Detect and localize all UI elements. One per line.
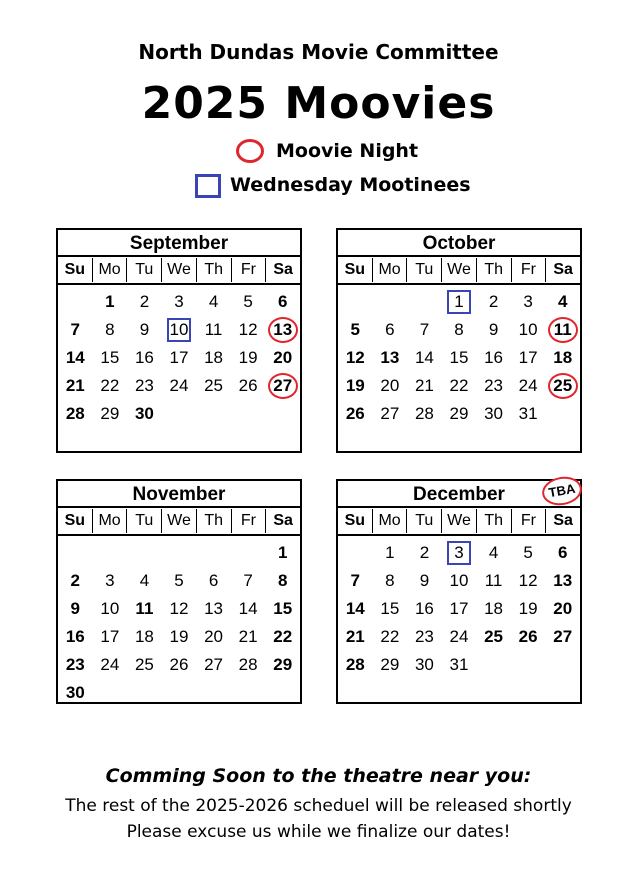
day-cell: 29 (449, 404, 469, 423)
apology-note: Please excuse us while we finalize our dates! (126, 822, 511, 842)
weekday-label: Fr (512, 509, 547, 533)
days-grid (338, 536, 580, 679)
empty-day-cell (338, 539, 373, 567)
day-cell: 17 (169, 348, 189, 367)
day-cell: 8 (454, 320, 464, 339)
day-cell: 28 (65, 404, 85, 423)
day-cell: 5 (523, 543, 533, 562)
calendar-october (336, 228, 582, 453)
day-cell: 8 (105, 320, 115, 339)
day-cell: 30 (484, 404, 504, 423)
day-cell: 27 (204, 655, 224, 674)
day-cell: 24 (518, 376, 538, 395)
day-cell: 25 (204, 376, 224, 395)
day-cell: 19 (238, 348, 258, 367)
weekday-header (58, 257, 300, 285)
day-cell: 22 (449, 376, 469, 395)
day-cell: 17 (100, 627, 120, 646)
weekday-label: Su (338, 509, 373, 533)
day-cell: 7 (70, 320, 81, 339)
day-cell: 15 (100, 348, 120, 367)
day-cell: 16 (414, 599, 434, 618)
empty-day-cell (338, 288, 373, 316)
day-cell: 14 (238, 599, 258, 618)
day-cell: 19 (518, 599, 538, 618)
weekday-label: Tu (127, 509, 162, 533)
day-cell: 25 (134, 655, 154, 674)
day-cell: 9 (70, 599, 81, 618)
weekday-label: Th (197, 258, 232, 282)
day-cell: 9 (419, 571, 430, 590)
day-cell: 18 (553, 348, 573, 367)
day-cell: 12 (345, 348, 365, 367)
day-cell: 26 (518, 627, 538, 646)
empty-day-cell (127, 539, 162, 567)
day-cell: 4 (557, 292, 568, 311)
day-cell: 20 (380, 376, 400, 395)
day-cell: 16 (65, 627, 85, 646)
day-cell: 20 (204, 627, 224, 646)
day-cell: 28 (414, 404, 434, 423)
day-cell: 18 (204, 348, 224, 367)
day-cell: 16 (484, 348, 504, 367)
day-cell: 6 (385, 320, 395, 339)
day-cell: 6 (277, 292, 288, 311)
day-cell: 3 (105, 571, 115, 590)
wednesday-mootinee-day: 3 (442, 539, 477, 567)
day-cell: 23 (484, 376, 504, 395)
day-cell: 18 (134, 627, 154, 646)
day-cell: 7 (419, 320, 430, 339)
weekday-label: Su (58, 509, 93, 533)
wednesday-legend-square-icon (195, 174, 221, 198)
weekday-label: Th (477, 509, 512, 533)
day-cell: 19 (345, 376, 365, 395)
empty-day-cell (58, 539, 93, 567)
weekday-label: Fr (512, 258, 547, 282)
day-cell: 21 (65, 376, 85, 395)
weekday-label: Sa (273, 261, 293, 278)
weekday-label: Th (197, 509, 232, 533)
day-cell: 28 (238, 655, 258, 674)
day-cell: 3 (523, 292, 533, 311)
weekday-label: Tu (127, 258, 162, 282)
day-cell: 6 (557, 543, 568, 562)
day-cell: 19 (169, 627, 189, 646)
weekday-label: We (442, 258, 477, 282)
day-cell: 24 (100, 655, 120, 674)
day-cell: 23 (65, 655, 85, 674)
schedule-note: The rest of the 2025-2026 scheduel will be released shortly (65, 796, 572, 816)
coming-soon-heading: Comming Soon to the theatre near you: (105, 765, 532, 787)
day-cell: 23 (414, 627, 434, 646)
day-cell: 12 (518, 571, 538, 590)
day-cell: 20 (273, 348, 293, 367)
day-cell: 1 (105, 292, 115, 311)
day-cell: 15 (449, 348, 469, 367)
weekday-header (338, 508, 580, 536)
empty-day-cell (196, 539, 231, 567)
days-grid (58, 536, 300, 707)
page-title: 2025 Moovies (141, 78, 496, 129)
day-cell: 24 (169, 376, 189, 395)
day-cell: 31 (449, 655, 469, 674)
weekday-label: Th (477, 258, 512, 282)
day-cell: 13 (553, 571, 573, 590)
day-cell: 17 (449, 599, 469, 618)
day-cell: 20 (553, 599, 573, 618)
weekday-label: We (162, 258, 197, 282)
day-cell: 21 (414, 376, 434, 395)
day-cell: 4 (488, 543, 499, 562)
day-cell: 10 (100, 599, 120, 618)
day-cell: 30 (134, 404, 154, 423)
day-cell: 2 (139, 292, 150, 311)
day-cell: 29 (380, 655, 400, 674)
day-cell: 22 (273, 627, 293, 646)
day-cell: 5 (174, 571, 184, 590)
day-cell: 13 (204, 599, 224, 618)
day-cell: 5 (243, 292, 253, 311)
moovie-night-legend-label: Moovie Night (276, 140, 419, 162)
day-cell: 8 (385, 571, 395, 590)
day-cell: 2 (488, 292, 499, 311)
day-cell: 14 (414, 348, 434, 367)
weekday-label: Tu (407, 258, 442, 282)
month-title: November (58, 481, 300, 508)
weekday-label: We (442, 509, 477, 533)
day-cell: 6 (208, 571, 219, 590)
day-cell: 15 (380, 599, 400, 618)
day-cell: 25 (484, 627, 504, 646)
day-cell: 1 (277, 543, 288, 562)
day-cell: 11 (135, 599, 154, 618)
tba-badge: TBA (540, 474, 584, 509)
month-title: December (338, 481, 580, 508)
month-title: October (338, 230, 580, 257)
day-cell: 29 (273, 655, 293, 674)
day-cell: 26 (345, 404, 365, 423)
day-cell: 16 (134, 348, 154, 367)
day-cell: 4 (139, 571, 150, 590)
empty-day-cell (93, 539, 128, 567)
weekday-label: Mo (93, 258, 128, 282)
day-cell: 12 (169, 599, 189, 618)
weekday-label: Sa (553, 512, 573, 529)
weekday-label: Mo (373, 258, 408, 282)
day-cell: 28 (345, 655, 365, 674)
weekday-label: Su (338, 258, 373, 282)
weekday-header (58, 508, 300, 536)
day-cell: 1 (385, 543, 395, 562)
day-cell: 7 (243, 571, 253, 590)
wednesday-mootinee-day: 10 (162, 316, 197, 344)
weekday-header (338, 257, 580, 285)
days-grid (338, 285, 580, 428)
day-cell: 22 (380, 627, 400, 646)
day-cell: 31 (518, 404, 538, 423)
month-title: September (58, 230, 300, 257)
day-cell: 30 (65, 683, 85, 702)
day-cell: 2 (419, 543, 430, 562)
day-cell: 21 (345, 627, 365, 646)
weekday-label: Sa (553, 261, 573, 278)
calendar-november (56, 479, 302, 704)
wednesday-legend-label: Wednesday Mootinees (230, 174, 471, 196)
calendar-september (56, 228, 302, 453)
calendar-december (336, 479, 582, 704)
day-cell: 10 (518, 320, 538, 339)
day-cell: 9 (488, 320, 499, 339)
day-cell: 2 (70, 571, 81, 590)
day-cell: 4 (208, 292, 219, 311)
weekday-label: Fr (232, 509, 267, 533)
moovie-night-day: 13 (265, 316, 300, 344)
committee-name: North Dundas Movie Committee (138, 40, 499, 64)
day-cell: 15 (273, 599, 293, 618)
day-cell: 30 (414, 655, 434, 674)
weekday-label: We (162, 509, 197, 533)
day-cell: 13 (380, 348, 400, 367)
day-cell: 22 (100, 376, 120, 395)
day-cell: 17 (518, 348, 538, 367)
days-grid (58, 285, 300, 428)
weekday-label: Mo (373, 509, 408, 533)
day-cell: 7 (350, 571, 361, 590)
day-cell: 10 (449, 571, 469, 590)
wednesday-mootinee-day: 1 (442, 288, 477, 316)
day-cell: 26 (169, 655, 189, 674)
empty-day-cell (58, 288, 93, 316)
day-cell: 23 (134, 376, 154, 395)
day-cell: 26 (238, 376, 258, 395)
day-cell: 14 (345, 599, 365, 618)
moovie-night-day: 25 (545, 372, 580, 400)
empty-day-cell (231, 539, 266, 567)
day-cell: 11 (204, 320, 223, 339)
moovie-night-day: 27 (265, 372, 300, 400)
day-cell: 21 (238, 627, 258, 646)
day-cell: 27 (553, 627, 573, 646)
weekday-label: Sa (273, 512, 293, 529)
day-cell: 9 (139, 320, 150, 339)
weekday-label: Su (58, 258, 93, 282)
weekday-label: Tu (407, 509, 442, 533)
weekday-label: Fr (232, 258, 267, 282)
empty-day-cell (162, 539, 197, 567)
empty-day-cell (407, 288, 442, 316)
day-cell: 3 (174, 292, 184, 311)
day-cell: 27 (380, 404, 400, 423)
day-cell: 14 (65, 348, 85, 367)
moovie-night-day: 11 (545, 316, 580, 344)
day-cell: 8 (277, 571, 288, 590)
weekday-label: Mo (93, 509, 128, 533)
day-cell: 5 (350, 320, 361, 339)
day-cell: 18 (484, 599, 504, 618)
day-cell: 12 (238, 320, 258, 339)
day-cell: 24 (449, 627, 469, 646)
moovie-night-legend-circle-icon (236, 139, 264, 163)
empty-day-cell (373, 288, 408, 316)
day-cell: 11 (484, 571, 503, 590)
day-cell: 29 (100, 404, 120, 423)
